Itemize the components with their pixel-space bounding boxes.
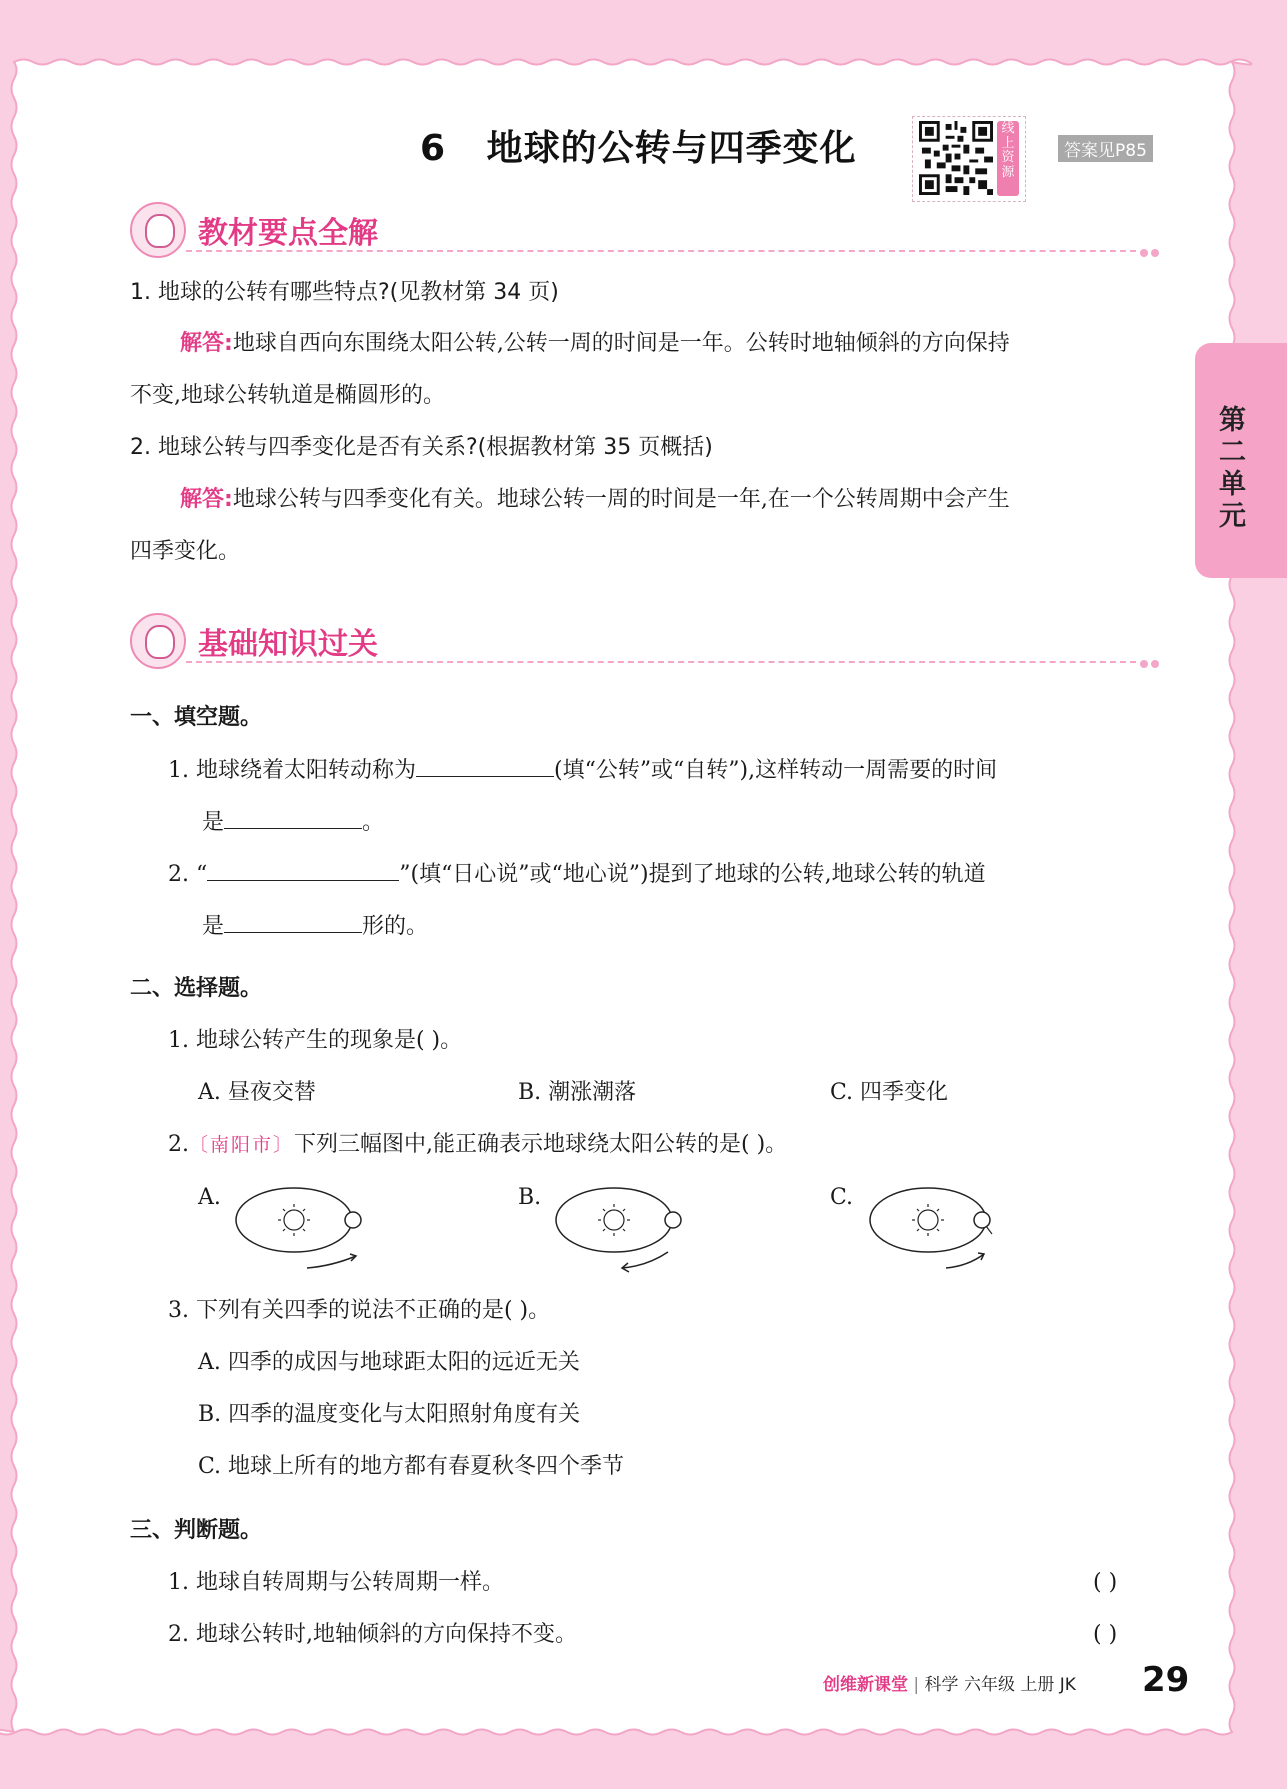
mc-q1-option-b[interactable]: B. 潮涨潮落 <box>518 1080 637 1105</box>
tf-question-1: 1. 地球自转周期与公转周期一样。 <box>168 1570 504 1595</box>
cartoon-avatar-icon <box>130 613 186 669</box>
orbit-diagram-c[interactable] <box>866 1178 1006 1273</box>
kp-answer-2-line-1 <box>180 485 1010 515</box>
dashed-divider <box>186 250 1136 252</box>
earth-icon <box>345 1212 361 1228</box>
unit-side-tab[interactable] <box>1195 343 1287 578</box>
section-title: 基础知识过关 <box>198 627 378 662</box>
earth-icon <box>665 1212 681 1228</box>
lesson-title <box>420 120 857 171</box>
book-info: 科学 六年级 上册 JK <box>924 1675 1076 1695</box>
fill-blank-heading: 一、填空题。 <box>130 705 263 730</box>
orbit-diagram-a[interactable] <box>232 1178 372 1273</box>
lesson-title-text: 地球的公转与四季变化 <box>486 128 857 169</box>
cartoon-avatar-icon <box>130 202 186 258</box>
section-title: 教材要点全解 <box>198 216 378 251</box>
mc-q3-option-a[interactable]: A. 四季的成因与地球距太阳的远近无关 <box>198 1350 580 1375</box>
true-false-heading: 三、判断题。 <box>130 1518 263 1543</box>
answer-text: 地球公转与四季变化有关。地球公转一周的时间是一年,在一个公转周期中会产生 <box>232 487 1010 512</box>
fill-blank-q1-line-2: 是 。 <box>202 806 384 838</box>
mc-question-3: 3. 下列有关四季的说法不正确的是( )。 <box>168 1298 551 1323</box>
mc-q1-option-c[interactable]: C. 四季变化 <box>830 1080 949 1105</box>
qr-code-box[interactable] <box>912 116 1026 202</box>
decorative-dots <box>1140 653 1162 672</box>
answer-reference: 答案见P85 <box>1058 135 1153 162</box>
tf-answer-box-1[interactable]: ( ) <box>1093 1570 1118 1595</box>
mc-q2-label-a: A. <box>198 1185 221 1210</box>
section-key-points-header <box>130 202 1170 258</box>
mc-q1-option-a[interactable]: A. 昼夜交替 <box>198 1080 316 1105</box>
unit-label: 第二单元 <box>1219 405 1246 532</box>
answer-label: 解答: <box>180 331 233 356</box>
sun-icon <box>598 1204 630 1236</box>
section-basics-header <box>130 613 1170 669</box>
sun-icon <box>912 1204 944 1236</box>
answer-blank[interactable] <box>224 806 362 829</box>
lesson-number: 6 <box>420 128 447 169</box>
page-number: 29 <box>1142 1660 1190 1700</box>
earth-icon <box>974 1212 990 1228</box>
tf-answer-box-2[interactable]: ( ) <box>1093 1622 1118 1647</box>
mc-q3-option-c[interactable]: C. 地球上所有的地方都有春夏秋冬四个季节 <box>198 1454 625 1479</box>
online-resource-tag: 线上资源 <box>997 121 1019 196</box>
kp-answer-1-line-1 <box>180 329 1010 359</box>
fill-blank-q2-line-2: 是 形的。 <box>202 910 428 942</box>
dashed-divider <box>186 661 1136 663</box>
mc-q3-option-b[interactable]: B. 四季的温度变化与太阳照射角度有关 <box>198 1402 581 1427</box>
kp-question-1: 1. 地球的公转有哪些特点?(见教材第 34 页) <box>130 280 559 305</box>
brand-name: 创维新课堂 <box>823 1675 908 1695</box>
answer-label: 解答: <box>180 487 233 512</box>
answer-blank[interactable] <box>416 754 554 777</box>
decorative-dots <box>1140 242 1162 261</box>
kp-question-2: 2. 地球公转与四季变化是否有关系?(根据教材第 35 页概括) <box>130 435 713 460</box>
multiple-choice-heading: 二、选择题。 <box>130 976 263 1001</box>
kp-answer-1-line-2: 不变,地球公转轨道是椭圆形的。 <box>130 383 445 408</box>
region-tag: 〔南阳市〕 <box>189 1134 295 1156</box>
answer-blank[interactable] <box>224 910 362 933</box>
footer-book-info: 创维新课堂 | 科学 六年级 上册 JK <box>823 1675 1076 1695</box>
mc-question-1: 1. 地球公转产生的现象是( )。 <box>168 1028 463 1053</box>
fill-blank-q2-line-1: 2. “ ”(填“日心说”或“地心说”)提到了地球的公转,地球公转的轨道 <box>168 858 986 890</box>
sun-icon <box>278 1204 310 1236</box>
orbit-diagram-b[interactable] <box>552 1178 692 1273</box>
answer-blank[interactable] <box>207 858 399 881</box>
mc-question-2: 2.〔南阳市〕下列三幅图中,能正确表示地球绕太阳公转的是( )。 <box>168 1132 788 1157</box>
kp-answer-2-line-2: 四季变化。 <box>130 539 241 564</box>
fill-blank-q1-line-1: 1. 地球绕着太阳转动称为 (填“公转”或“自转”),这样转动一周需要的时间 <box>168 754 997 786</box>
tf-question-2: 2. 地球公转时,地轴倾斜的方向保持不变。 <box>168 1622 577 1647</box>
mc-q2-label-b: B. <box>518 1185 542 1210</box>
mc-q2-label-c: C. <box>830 1185 854 1210</box>
answer-text: 地球自西向东围绕太阳公转,公转一周的时间是一年。公转时地轴倾斜的方向保持 <box>232 331 1010 356</box>
qr-code-icon <box>919 121 993 195</box>
